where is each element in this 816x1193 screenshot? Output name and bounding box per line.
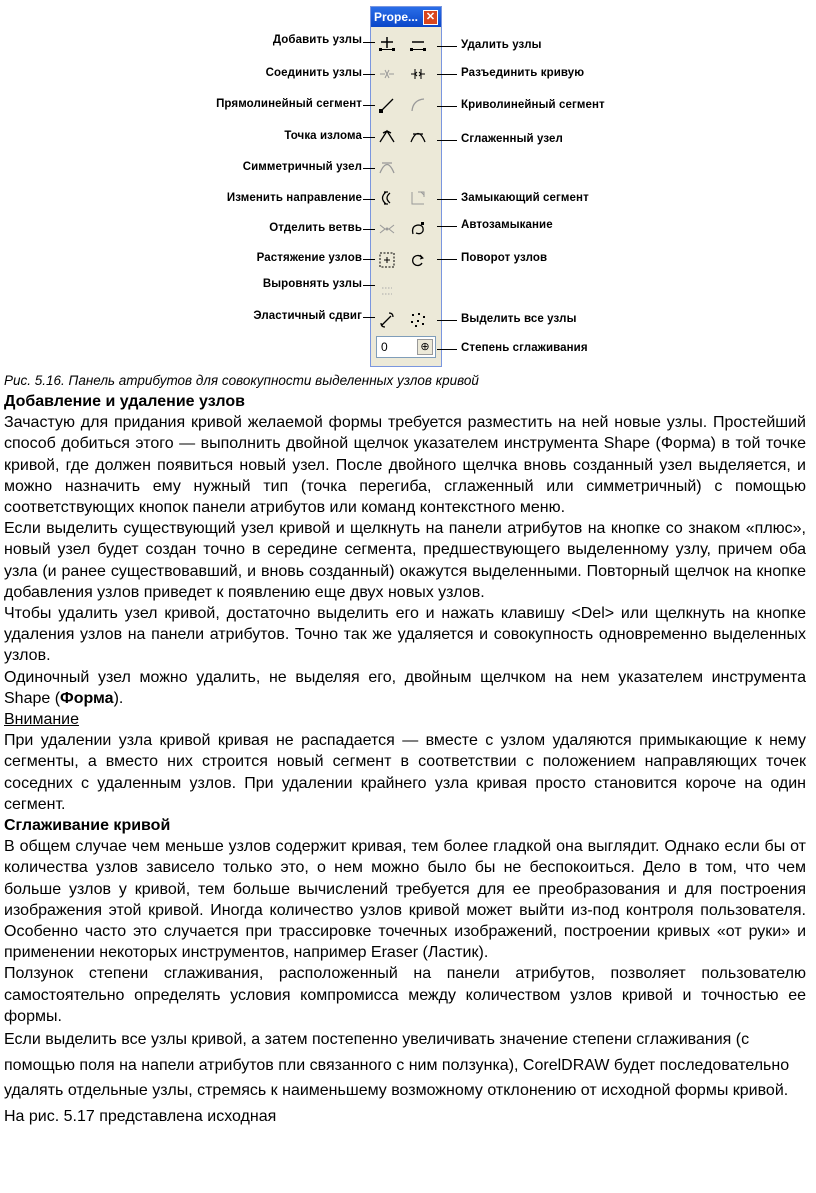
- join-nodes-button[interactable]: [376, 63, 398, 85]
- label-line-segment: Прямолинейный сегмент: [216, 98, 362, 110]
- label-symmetric-node: Симметричный узел: [242, 161, 362, 173]
- rotate-nodes-button[interactable]: [407, 249, 429, 271]
- label-break-curve: Разъединить кривую: [461, 67, 585, 79]
- property-bar-panel: [370, 6, 442, 367]
- add-node-icon: [378, 35, 396, 53]
- align-nodes-button[interactable]: [376, 280, 398, 302]
- slider-handle-icon[interactable]: ⊕: [417, 339, 433, 355]
- label-extract-subpath: Отделить ветвь: [269, 222, 362, 234]
- auto-close-icon: [409, 220, 427, 238]
- add-nodes-button[interactable]: [376, 33, 398, 55]
- close-icon[interactable]: ✕: [423, 10, 438, 25]
- bold-term: Форма: [60, 689, 114, 707]
- paragraph-text: Одиночный узел можно удалить, не выделяя его, двойным щелчком на нем указателем инструмента Shape (: [4, 668, 806, 707]
- leader-line: [437, 74, 457, 75]
- label-smoothness: Степень сглаживания: [461, 342, 588, 354]
- align-nodes-icon: [378, 282, 396, 300]
- cusp-node-button[interactable]: [376, 125, 398, 147]
- reverse-direction-button[interactable]: [376, 187, 398, 209]
- leader-line: [363, 317, 375, 318]
- auto-close-button[interactable]: [407, 218, 429, 240]
- select-all-nodes-icon: [409, 311, 427, 329]
- curve-segment-icon: [409, 96, 427, 114]
- smoothness-input[interactable]: [376, 336, 436, 358]
- paragraph-text: ).: [113, 689, 124, 707]
- leader-line: [363, 229, 375, 230]
- leader-line: [363, 42, 375, 43]
- symmetric-node-button[interactable]: [376, 156, 398, 178]
- leader-line: [437, 320, 457, 321]
- figure-caption: Рис. 5.16. Панель атрибутов для совокупности выделенных узлов кривой: [4, 373, 479, 388]
- paragraph: [4, 667, 806, 709]
- paragraph: Зачастую для придания кривой желаемой формы требуется разместить на ней новые узлы. Простейший способ добиться этого — выполнить двойной щелчок указателем инструмента Shape (Форма) в той точке кривой, где должен появиться новый узел. После двойного щелчка вновь созданный узел выделяется, и можно назначить ему нужный тип (точка перегиба, сглаженный или симметричный) с помощью соответствующих кнопок панели атрибутов или команд контекстного меню.: [4, 414, 806, 517]
- smooth-node-button[interactable]: [407, 125, 429, 147]
- select-all-nodes-button[interactable]: [407, 309, 429, 331]
- elastic-mode-button[interactable]: [376, 309, 398, 331]
- to-curve-button[interactable]: [407, 94, 429, 116]
- label-auto-close: Автозамыкание: [461, 219, 553, 231]
- paragraph: Если выделить существующий узел кривой и щелкнуть на панели атрибутов на кнопке со знаком «плюс», новый узел будет создан точно в середине сегмента, предшествующего выделенному узлу, причем оба узла (и ранее существовавший, и вновь созданный) окажутся выделенными. Повторный щелчок на кнопке добавления узлов приведет к появлению еще двух новых узлов.: [4, 520, 806, 601]
- figure-node-property-bar: [0, 0, 816, 372]
- paragraph: При удалении узла кривой кривая не распадается — вместе с узлом удаляются примыкающие к нему сегменты, а вместо них строится новый сегмент в соответствии с положением направляющих точек соседних с удаленным узлов. При удалении крайнего узла кривая просто становится короче на один сегмент.: [4, 732, 806, 813]
- elastic-mode-icon: [378, 311, 396, 329]
- extract-subpath-button[interactable]: [376, 218, 398, 240]
- stretch-nodes-button[interactable]: [376, 249, 398, 271]
- leader-line: [437, 140, 457, 141]
- join-nodes-icon: [378, 65, 396, 83]
- leader-line: [363, 285, 375, 286]
- leader-line: [363, 199, 375, 200]
- leader-line: [437, 259, 457, 260]
- leader-line: [363, 168, 375, 169]
- cusp-node-icon: [378, 127, 396, 145]
- label-smooth-node: Сглаженный узел: [461, 133, 563, 145]
- rotate-nodes-icon: [409, 251, 427, 269]
- label-close-curve: Замыкающий сегмент: [461, 192, 589, 204]
- panel-titlebar[interactable]: [371, 7, 441, 27]
- close-curve-icon: [409, 189, 427, 207]
- label-select-all-nodes: Выделить все узлы: [461, 313, 577, 325]
- extract-subpath-icon: [378, 220, 396, 238]
- paragraph: Если выделить все узлы кривой, а затем постепенно увеличивать значение степени сглаживания (с помощью поля на напели атрибутов пли связанного с ним ползунка), CorelDRAW будет последовательно удалять отдельные узлы, стремясь к наименьшему возможному отклонению от исходной формы кривой. На рис. 5.17 представлена исходная: [4, 1031, 790, 1125]
- leader-line: [363, 74, 375, 75]
- label-reverse-direction: Изменить направление: [226, 192, 362, 204]
- leader-line: [363, 137, 375, 138]
- label-curve-segment: Криволинейный сегмент: [461, 99, 605, 111]
- close-curve-button[interactable]: [407, 187, 429, 209]
- label-elastic-mode: Эластичный сдвиг: [253, 310, 362, 322]
- panel-title: Prope...: [374, 10, 419, 24]
- label-delete-nodes: Удалить узлы: [461, 39, 542, 51]
- leader-line: [437, 349, 457, 350]
- paragraph: В общем случае чем меньше узлов содержит кривая, тем более гладкой она выглядит. Однако если бы от количества узлов зависело только это, о нем можно было бы не беспокоиться. Дело в том, что чем больше узлов у кривой, тем больше вычислений требуется для ее преобразования и для построения изображения этой кривой. Иногда количество узлов кривой может выйти из-под контроля пользователя. Особенно часто это случается при трассировке точечных изображений, построении кривых «от руки» и применении некоторых инструментов, например Eraser (Ластик).: [4, 838, 806, 962]
- section-heading: Добавление и удаление узлов: [4, 393, 245, 410]
- smooth-node-icon: [409, 127, 427, 145]
- stretch-nodes-icon: [378, 251, 396, 269]
- leader-line: [363, 259, 375, 260]
- smoothness-value: 0: [381, 340, 388, 354]
- label-align-nodes: Выровнять узлы: [262, 278, 362, 290]
- leader-line: [437, 199, 457, 200]
- break-curve-button[interactable]: [407, 63, 429, 85]
- delete-nodes-button[interactable]: [407, 33, 429, 55]
- label-rotate-nodes: Поворот узлов: [461, 252, 548, 264]
- label-join-nodes: Соединить узлы: [265, 67, 362, 79]
- to-line-button[interactable]: [376, 94, 398, 116]
- line-segment-icon: [378, 96, 396, 114]
- section-heading: Сглаживание кривой: [4, 817, 171, 835]
- symmetric-node-icon: [378, 158, 396, 176]
- label-cusp-node: Точка излома: [284, 130, 362, 142]
- leader-line: [437, 46, 457, 47]
- reverse-direction-icon: [378, 189, 396, 207]
- leader-line: [437, 106, 457, 107]
- leader-line: [363, 105, 375, 106]
- document-body: [4, 391, 806, 1129]
- paragraph: Ползунок степени сглаживания, расположенный на панели атрибутов, позволяет пользователю самостоятельно определять условия компромисса между количеством узлов кривой и точностью ее формы.: [4, 965, 806, 1025]
- delete-node-icon: [409, 35, 427, 53]
- label-add-nodes: Добавить узлы: [272, 34, 362, 46]
- leader-line: [437, 226, 457, 227]
- attention-label: Внимание: [4, 711, 80, 729]
- label-stretch-nodes: Растяжение узлов: [256, 252, 362, 264]
- break-curve-icon: [409, 65, 427, 83]
- paragraph: Чтобы удалить узел кривой, достаточно выделить его и нажать клавишу <Del> или щелкнуть на кнопке удаления узлов на панели атрибутов. Точно так же удаляется и совокупность одновременно выделенных узлов.: [4, 605, 806, 665]
